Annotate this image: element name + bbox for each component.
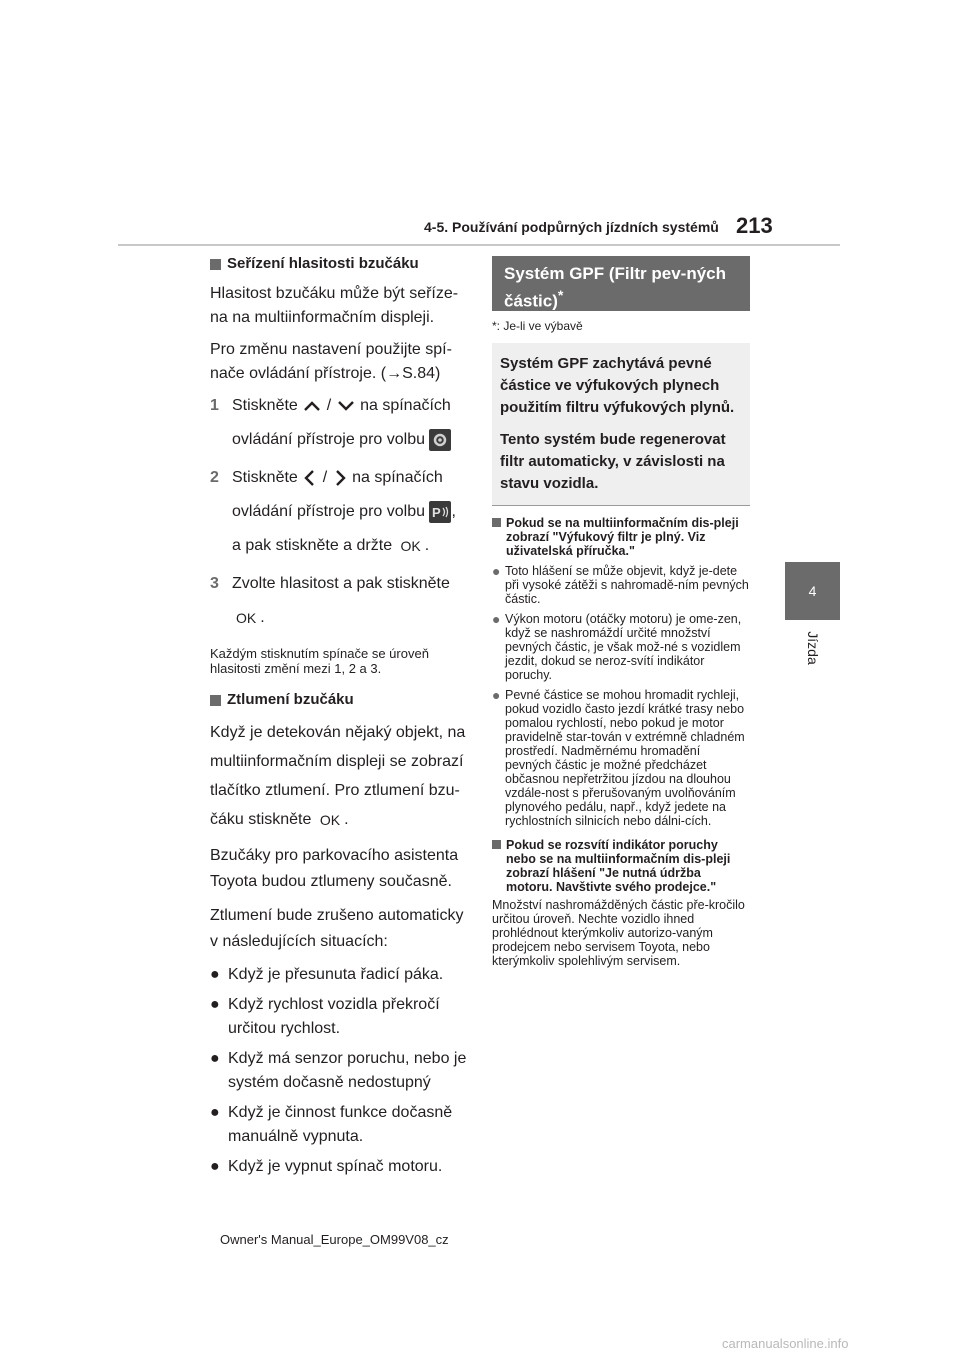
slash: / <box>322 469 328 486</box>
chapter-tab: 4 <box>785 562 840 620</box>
list-item: ● Pevné částice se mohou hromadit rychleji, pokud vozidlo často jezdí krátké trasy nebo pomalou rychlostí, nebo pokud je motor pravidelně star-tován v extrémně chladném prostředí. Nadměrnému hromadění pevných částic je možné předcházet občasnou nepřetržitou jízdou na dlouhou vzdále-nost s přerušovaným uvolňováním plynového pedálu, např., když jedete na rychlostních silnicích nebo dálni-cích. <box>492 687 745 828</box>
subheading-mute <box>210 688 472 712</box>
step-text: ovládání přístroje pro volbu <box>232 431 425 448</box>
step-text: Zvolte hlasitost a pak stiskněte <box>232 575 450 593</box>
subheading-mute-text: Ztlumení bzučáku <box>227 691 354 709</box>
subheading-volume <box>210 252 472 276</box>
page-number: 213 <box>736 213 773 238</box>
step-1 <box>210 394 472 462</box>
chevron-down-icon <box>336 399 356 413</box>
header-divider <box>118 244 840 246</box>
step-text: na spínačích <box>352 469 443 486</box>
list-item: ● Když je činnost funkce dočasně manuálně vypnuta. <box>210 1103 453 1145</box>
paragraph: Množství nashromážděných částic pře-kročilo určitou úroveň. Nechte vozidlo ihned prohlédnout kterýmkoliv autorizo-vaným prodejcem nebo servisem Toyota, nebo kterýmkoliv spolehlivým servisem. <box>492 898 745 968</box>
step-number: 3 <box>210 575 219 593</box>
svg-text:P: P <box>432 504 442 520</box>
paragraph: Když je detekován nějaký objekt, na multiinformačním displeji se zobrazí tlačítko ztlumení. Pro ztlumení bzu-čáku stiskněte OK . <box>210 718 472 834</box>
step-2: 2 Stiskněte / na spínačích ovládání přístroje pro volbu P , a pak stiskněte a držte OK . <box>210 466 472 568</box>
list-item: ● Toto hlášení se může objevit, když je-dete při vysoké zátěži s nahromadě-ním pevných částic. <box>492 563 749 606</box>
list-item: ● Když má senzor poruchu, nebo je systém dočasně nedostupný <box>210 1049 467 1091</box>
ok-button-icon: OK <box>319 811 341 828</box>
subheading-filter-full: Pokud se na multiinformačním dis-pleji zobrazí "Výfukový filtr je plný. Viz uživatelská příručka." <box>492 516 750 558</box>
ok-button-icon: OK <box>400 538 421 554</box>
slash: / <box>326 397 332 414</box>
list-item: ● Výkon motoru (otáčky motoru) je ome-zen, když se nashromáždí určité množství pevných částic, je však mož-né s vozidlem jezdit, dokud se neroz-svítí indikátor poruchy. <box>492 611 742 682</box>
step-text: Stiskněte <box>232 397 298 414</box>
chevron-left-icon <box>302 468 318 488</box>
step-number: 2 <box>210 469 219 486</box>
paragraph: Pro změnu nastavení použijte spí-nače ovládání přístroje. (→S.84) <box>210 341 452 382</box>
footer-text: Owner's Manual_Europe_OM99V08_cz <box>220 1232 449 1247</box>
right-column <box>492 256 750 968</box>
subheading-volume-text: Seřízení hlasitosti bzučáku <box>227 255 419 272</box>
ok-button-icon: OK <box>236 610 257 627</box>
footnote: *: Je-li ve výbavě <box>492 319 583 333</box>
subheading-malfunction: Pokud se rozsvítí indikátor poruchy nebo se na multiinformačním dis-pleji zobrazí hlášení "Je nutná údržba motoru. Navštivte svého prodejce." <box>492 838 750 894</box>
square-bullet-icon <box>210 695 221 706</box>
square-bullet-icon <box>492 840 501 849</box>
paragraph: Hlasitost bzučáku může být seříze-na na multiinformačním displeji. <box>210 285 459 326</box>
small-note: Každým stisknutím spínače se úroveň hlasitosti změní mezi 1, 2 a 3. <box>210 646 429 677</box>
gpf-section-header: Systém GPF (Filtr pev-ných částic)* <box>492 256 750 311</box>
list-item: ● Když je přesunuta řadicí páka. <box>210 965 444 983</box>
square-bullet-icon <box>492 518 501 527</box>
gpf-summary-box: Systém GPF zachytává pevné částice ve výfukových plynech použitím filtru výfukových plynů. Tento systém bude regenerovat filtr automaticky, v závislosti na stavu vozidla. <box>492 343 750 506</box>
list-item: ● Když rychlost vozidla překročí určitou rychlost. <box>210 995 440 1037</box>
step-text: Stiskněte <box>232 469 298 486</box>
step-text: na spínačích <box>360 397 451 414</box>
step-text: ovládání přístroje pro volbu <box>232 503 425 520</box>
chevron-up-icon <box>302 399 322 413</box>
list-item: ● Když je vypnut spínač motoru. <box>210 1157 443 1175</box>
step-3: 3 Zvolte hlasitost a pak stiskněte OK . <box>210 572 472 640</box>
chapter-label: Jízda <box>805 631 821 665</box>
watermark: carmanualsonline.info <box>722 1336 849 1351</box>
chevron-right-icon <box>332 468 348 488</box>
section-title: 4-5. Používání podpůrných jízdních systémů <box>424 219 719 235</box>
paragraph: Ztlumení bude zrušeno automaticky v následujících situacích: <box>210 906 464 950</box>
parking-sensor-icon <box>429 501 451 523</box>
square-bullet-icon <box>210 259 221 270</box>
paragraph: Bzučáky pro parkovacího asistenta Toyota budou ztlumeny současně. <box>210 846 459 890</box>
settings-gear-icon <box>429 429 451 451</box>
step-number: 1 <box>210 397 219 414</box>
step-text: a pak stiskněte a držte <box>232 537 393 555</box>
left-column <box>210 252 472 1185</box>
